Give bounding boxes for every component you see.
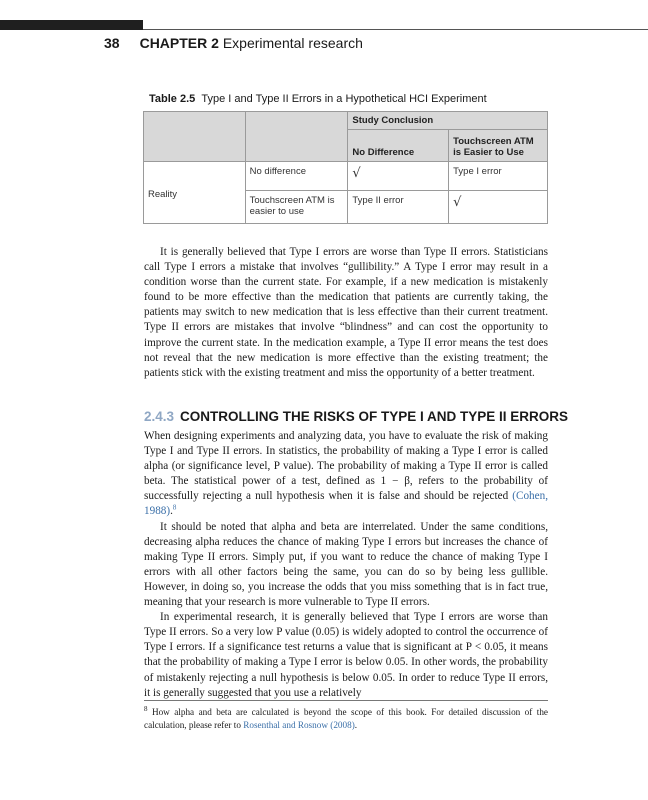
header-bar bbox=[0, 20, 143, 30]
table-cell bbox=[245, 112, 348, 162]
table-row bbox=[144, 112, 548, 130]
check-mark: √ bbox=[449, 191, 548, 224]
section-number: 2.4.3 bbox=[144, 409, 175, 424]
footnote bbox=[144, 706, 548, 731]
table-row bbox=[144, 162, 548, 191]
row-label-no-difference: No difference bbox=[245, 162, 348, 191]
footnote-text: How alpha and beta are calculated is beyond the scope of this book. For detailed discussion of the calculation, please refer to bbox=[144, 707, 548, 730]
running-header bbox=[104, 35, 363, 51]
chapter-title: Experimental research bbox=[222, 35, 363, 51]
paragraph: It should be noted that alpha and beta are interrelated. Under the same conditions, decreasing alpha reduces the chance of making Type I errors but increases the chance of making Type II errors. Simply put, if you want to reduce the chance of making Type I errors with all other factors being the same, you can do so by being less gullible. However, in doing so, you increase the odds that you miss something that is in fact true, meaning that your research is more vulnerable to Type II errors. bbox=[144, 520, 548, 609]
header-rule bbox=[143, 29, 648, 30]
table-caption bbox=[149, 93, 487, 105]
paragraph: It is generally believed that Type I errors are worse than Type II errors. Statisticians call Type I errors a mistake that involves “gullibility.” A Type I error may result in a condition worse than the current state. For example, if a new medication is mistakenly found to be more effective than the medication that patients are currently taking, the patients may switch to new medication that is less effective than their current treatment. Type II errors are mistakes that involve “blindness” and can cost the opportunity to improve the current state. In the medication example, a Type II error means the test does not reveal that the new medication is more effective than the existing treatment; the patients stick with the existing treatment and miss the opportunity of a better treatment. bbox=[144, 246, 548, 379]
table-cell bbox=[144, 112, 246, 162]
chapter-label: CHAPTER 2 bbox=[139, 35, 219, 51]
paragraph-punct: . bbox=[170, 505, 173, 518]
row-group-reality: Reality bbox=[144, 162, 246, 224]
page-number: 38 bbox=[104, 35, 120, 51]
footnote-number: 8 bbox=[144, 704, 148, 713]
table-label: Table 2.5 bbox=[149, 93, 196, 105]
column-header-easier: Touchscreen ATM is Easier to Use bbox=[449, 130, 548, 162]
section-heading bbox=[144, 409, 568, 424]
citation-link[interactable]: (Cohen, 1988) bbox=[144, 490, 548, 518]
table-title: Type I and Type II Errors in a Hypothetical HCI Experiment bbox=[201, 93, 487, 105]
row-label-easier: Touchscreen ATM is easier to use bbox=[245, 191, 348, 224]
type-two-error-cell: Type II error bbox=[348, 191, 449, 224]
group-header-cell: Study Conclusion bbox=[348, 112, 548, 130]
footnote-marker[interactable]: 8 bbox=[172, 503, 177, 512]
body-block-2 bbox=[144, 429, 548, 701]
paragraph bbox=[144, 429, 548, 520]
column-header-no-difference: No Difference bbox=[348, 130, 449, 162]
check-mark: √ bbox=[348, 162, 449, 191]
type-one-error-cell: Type I error bbox=[449, 162, 548, 191]
paragraph: In experimental research, it is generally believed that Type I errors are worse than Type II errors. So a very low P value (0.05) is widely adopted to control the occurrence of Type I errors. If a significance test returns a value that is significant at P < 0.05, it means that the probability of making a Type I error is below 0.05. In other words, the probability of mistakenly rejecting a null hypothesis is below 0.05. In order to reduce Type II errors, it is generally suggested that you use a relatively bbox=[144, 611, 548, 699]
paragraph-text: When designing experiments and analyzing data, you have to evaluate the risk of making Type I and Type II errors. In statistics, the probability of making a Type I error is called alpha (or significance level, P value). The probability of making a Type II error is called beta. The statistical power of a test, defined as 1 − β, refers to the probability of successfully rejecting a null hypothesis when it is false and should be rejected bbox=[144, 430, 548, 503]
body-block-1 bbox=[144, 245, 548, 381]
footnote-rule bbox=[144, 700, 548, 701]
footnote-citation-link[interactable]: Rosenthal and Rosnow (2008) bbox=[243, 719, 355, 730]
section-title: CONTROLLING THE RISKS OF TYPE I AND TYPE II ERRORS bbox=[180, 409, 569, 424]
error-table bbox=[143, 111, 548, 224]
footnote-punct: . bbox=[354, 719, 358, 730]
